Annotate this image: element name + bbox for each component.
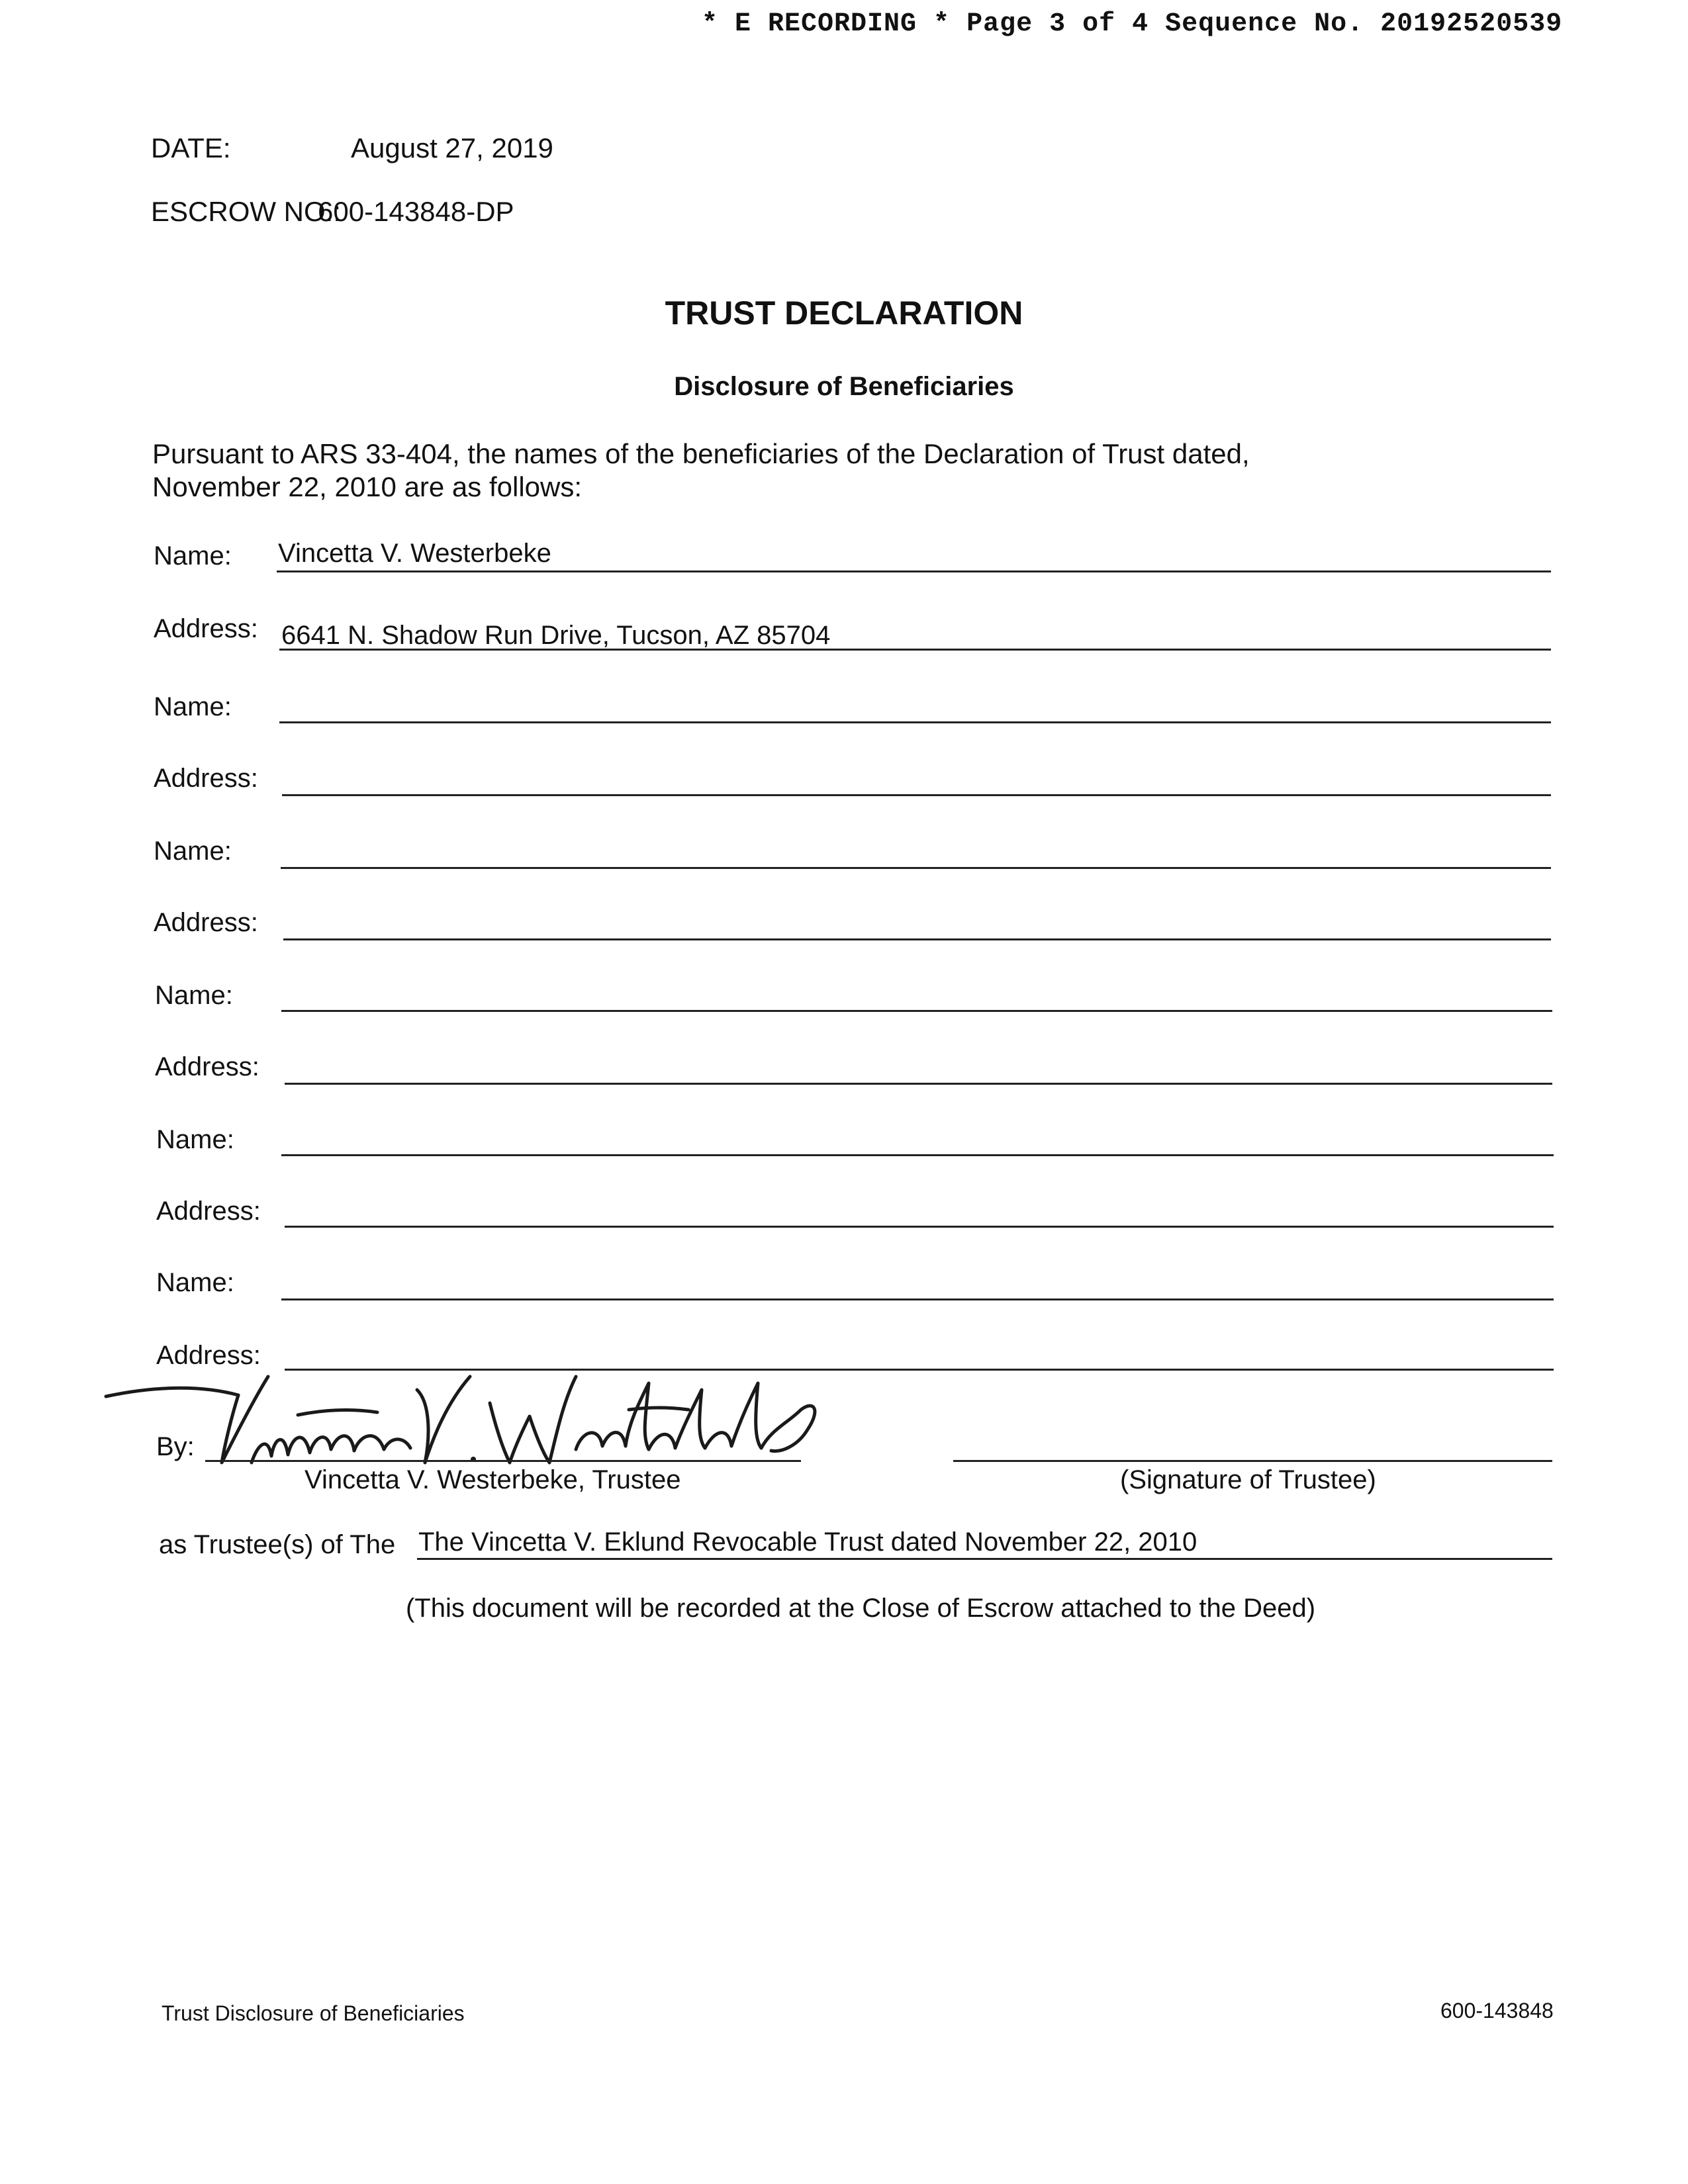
address-label: Address: [156,1341,261,1370]
footer-right: 600-143848 [1440,1999,1554,2023]
name-label: Name: [156,1268,234,1297]
name-label: Name: [154,837,232,866]
name-label: Name: [154,692,232,721]
address-label: Address: [154,764,258,793]
address-line [279,649,1551,651]
date-label: DATE: [151,132,231,163]
address-line [285,1083,1552,1085]
trust-name-line [417,1558,1552,1560]
by-label: By: [156,1432,195,1461]
name-label: Name: [156,1125,234,1154]
document-title: TRUST DECLARATION [665,295,1023,332]
trust-name: The Vincetta V. Eklund Revocable Trust dated November 22, 2010 [418,1527,1197,1557]
second-signature-caption: (Signature of Trustee) [1120,1465,1376,1494]
name-line [281,1154,1554,1156]
date-value: August 27, 2019 [351,132,553,163]
second-signature-line [953,1460,1552,1462]
intro-line-2: November 22, 2010 are as follows: [152,471,583,502]
name-label: Name: [154,541,232,570]
intro-line-1: Pursuant to ARS 33-404, the names of the beneficiaries of the Declaration of Trust dated, [152,438,1250,469]
address-label: Address: [155,1052,259,1081]
address-label: Address: [154,614,258,643]
signature-line [205,1460,801,1462]
address-label: Address: [154,908,258,937]
name-line [279,721,1551,723]
signer-caption: Vincetta V. Westerbeke, Trustee [305,1465,681,1494]
trustee-signature [99,1363,827,1482]
recording-header: * E RECORDING * Page 3 of 4 Sequence No. 20192520539 [702,9,1563,39]
address-label: Address: [156,1197,261,1226]
beneficiary-address: 6641 N. Shadow Run Drive, Tucson, AZ 85704 [281,621,831,650]
footer-left: Trust Disclosure of Beneficiaries [162,2001,465,2025]
trustee-of-label: as Trustee(s) of The [159,1530,396,1559]
recording-note: (This document will be recorded at the Close of Escrow attached to the Deed) [405,1594,1316,1623]
name-line [281,867,1551,869]
name-line [281,1298,1554,1300]
address-line [285,1226,1554,1228]
escrow-value: 600-143848-DP [318,196,514,227]
name-line [277,570,1551,572]
escrow-label: ESCROW NO.: [151,196,342,227]
document-subtitle: Disclosure of Beneficiaries [674,372,1014,401]
address-line [283,938,1551,940]
name-line [281,1010,1552,1012]
beneficiary-name: Vincetta V. Westerbeke [278,539,551,568]
name-label: Name: [155,981,233,1010]
address-line [282,794,1551,796]
